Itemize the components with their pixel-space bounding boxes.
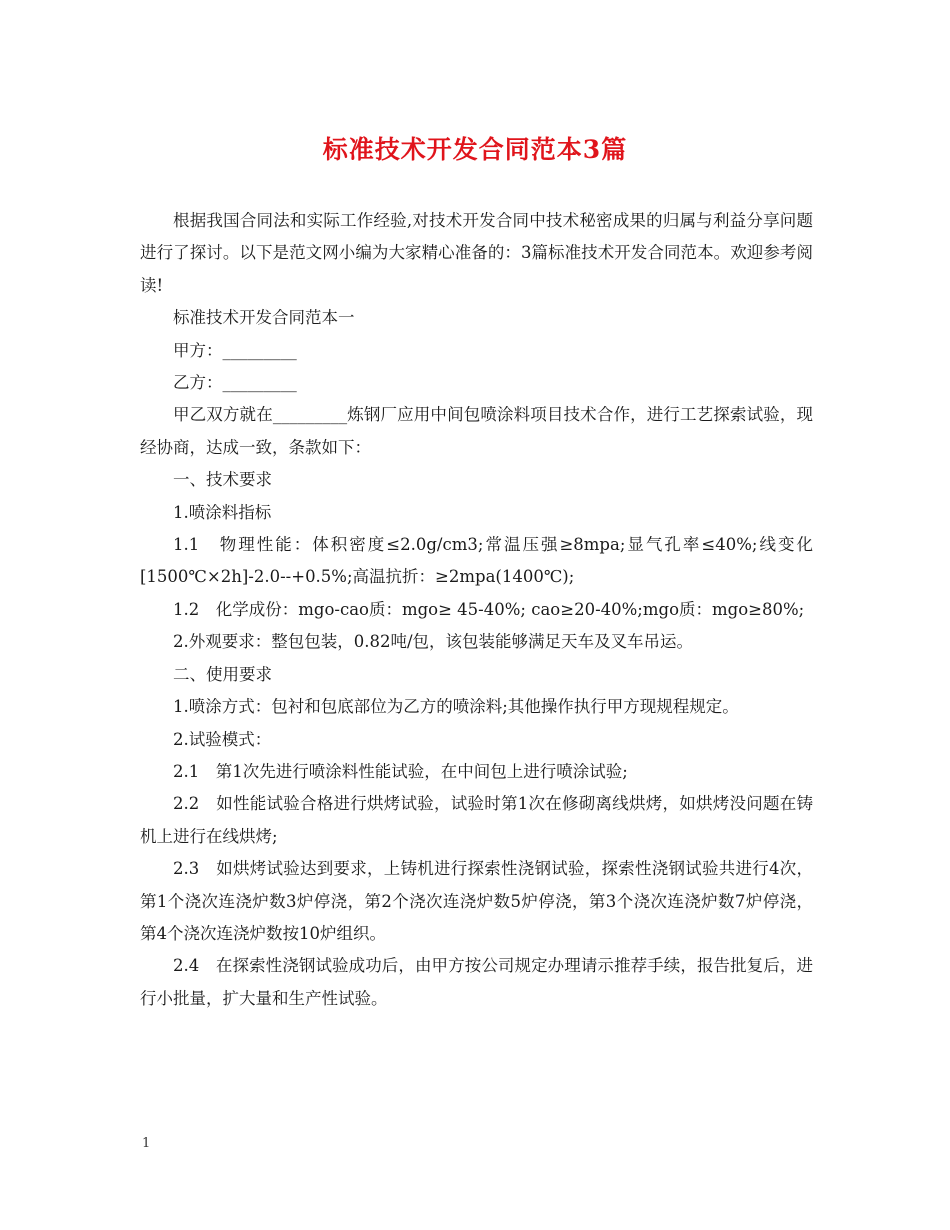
section-heading-usage-requirements: 二、使用要求 <box>173 664 272 684</box>
section-heading-contract-one: 标准技术开发合同范本一 <box>173 308 355 328</box>
clause-physical-properties: 1.1 物理性能：体积密度≤2.0g/cm3;常温压强≥8mpa;显气孔率≤40%;线变化[1500℃×2h]-2.0--+0.5%;高温抗折：≥2mpa(1400℃); <box>140 535 813 587</box>
clause-2-3: 2.3 如烘烤试验达到要求，上铸机进行探索性浇钢试验，探索性浇钢试验共进行4次，第1个浇次连浇炉数3炉停浇，第2个浇次连浇炉数5炉停浇，第3个浇次连浇炉数7炉停浇，第4个浇次连浇炉数按10炉组织。 <box>140 859 813 943</box>
agreement-paragraph: 甲乙双方就在_________炼钢厂应用中间包喷涂料项目技术合作，进行工艺探索试验，现经协商，达成一致，条款如下： <box>140 405 813 457</box>
party-a-line: 甲方：_________ <box>173 340 297 360</box>
document-title: 标准技术开发合同范本3篇 <box>322 135 628 164</box>
clause-2-1: 2.1 第1次先进行喷涂料性能试验，在中间包上进行喷涂试验; <box>173 761 628 781</box>
document-body <box>140 205 813 1015</box>
intro-paragraph: 根据我国合同法和实际工作经验,对技术开发合同中技术秘密成果的归属与利益分享问题进行了探讨。以下是范文网小编为大家精心准备的：3篇标准技术开发合同范本。欢迎参考阅读! <box>140 211 813 295</box>
clause-appearance: 2.外观要求：整包包装，0.82吨/包，该包装能够满足天车及叉车吊运。 <box>173 632 694 652</box>
clause-2-4: 2.4 在探索性浇钢试验成功后，由甲方按公司规定办理请示推荐手续，报告批复后，进行小批量，扩大量和生产性试验。 <box>140 956 813 1008</box>
clause-2-2: 2.2 如性能试验合格进行烘烤试验，试验时第1次在修砌离线烘烤，如烘烤没问题在铸机上进行在线烘烤; <box>140 794 813 846</box>
subsection-test-mode: 2.试验模式： <box>173 729 272 749</box>
clause-spray-method: 1.喷涂方式：包衬和包底部位为乙方的喷涂料;其他操作执行甲方现规程规定。 <box>173 697 739 717</box>
page-number: 1 <box>142 1136 151 1151</box>
party-b-line: 乙方：_________ <box>173 373 297 393</box>
subsection-spray-indicators: 1.喷涂料指标 <box>173 502 272 522</box>
clause-chemical-composition: 1.2 化学成份：mgo-cao质：mgo≥ 45-40%; cao≥20-40%;mgo质：mgo≥80%; <box>173 599 805 619</box>
section-heading-technical-requirements: 一、技术要求 <box>173 470 272 490</box>
